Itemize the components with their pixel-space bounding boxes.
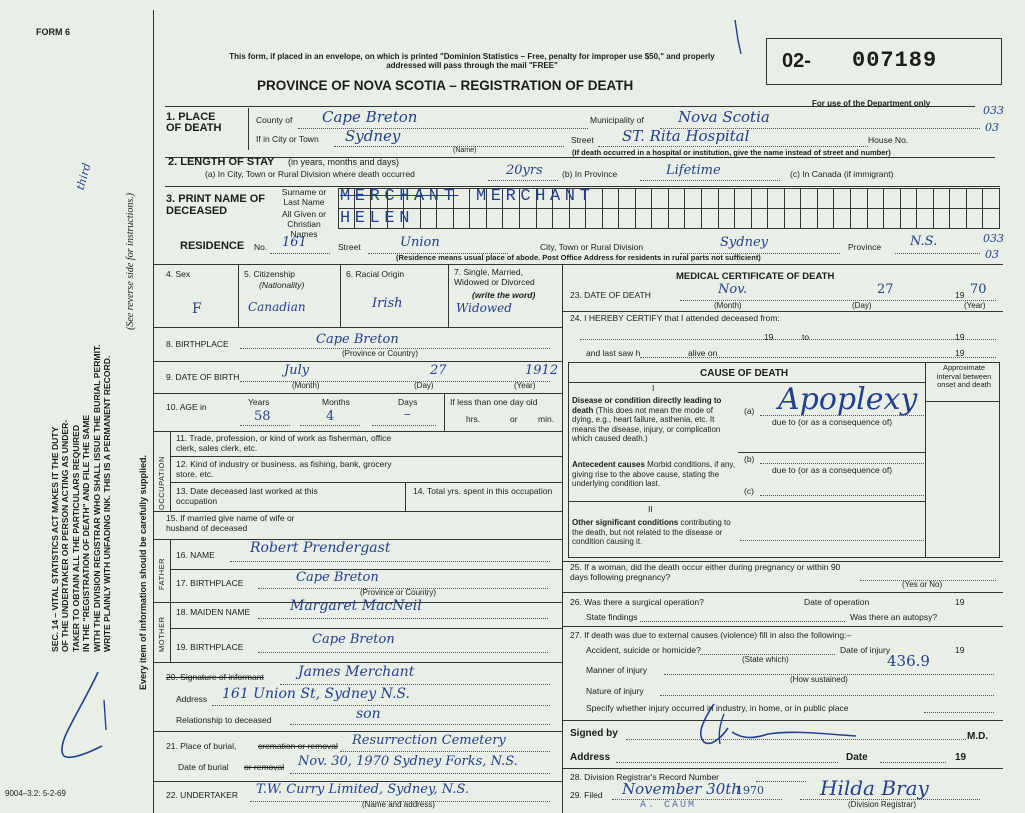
filed-date: November 30th — [622, 780, 741, 798]
spouse-label: 15. If married give name of wife or husband of deceased — [166, 513, 295, 533]
cause-a-value: Apoplexy — [778, 382, 918, 417]
stay-province-label: (b) In Province — [562, 169, 618, 179]
mother-birthplace: Cape Breton — [312, 632, 395, 647]
attended-from-year: 19 — [764, 332, 774, 342]
nature-label: Nature of injury — [586, 686, 644, 696]
yes-no-caption: (Yes or No) — [902, 580, 943, 589]
dob-label: 9. DATE OF BIRTH — [166, 372, 240, 382]
filed-year: 1970 — [736, 784, 764, 797]
due-to-1: due to (or as a consequence of) — [772, 417, 893, 427]
signed-date-label: Date — [846, 752, 868, 763]
residence-street: Union — [400, 235, 440, 250]
residence-city-label: City, Town or Rural Division — [540, 242, 644, 252]
street-label: Street — [571, 135, 594, 145]
relationship-value: son — [356, 706, 381, 722]
other-conditions-label: Other significant conditions contributing to the death, but not related to the disease or condition causing it. — [572, 518, 731, 546]
death-year: 70 — [970, 282, 987, 297]
less-than-day-label: If less than one day old — [450, 397, 538, 407]
due-to-2: due to (or as a consequence of) — [772, 465, 893, 475]
father-birthplace: Cape Breton — [296, 570, 379, 585]
part-two-label: II — [648, 504, 653, 514]
margin-code-1: 033 — [983, 104, 1004, 117]
date-of-death-label: 23. DATE OF DEATH — [570, 290, 651, 300]
signed-by-label: Signed by — [570, 728, 618, 739]
death-year-prefix: 19 — [955, 290, 965, 300]
record-number-label: 28. Division Registrar's Record Number — [570, 772, 720, 782]
external-causes-label: 27. If death was due to external causes (violence) fill in also the following:– — [570, 630, 852, 640]
residence-no: 161 — [282, 235, 307, 250]
residence-note: (Residence means usual place of abode. Post Office Address for residents in rural parts not sufficient) — [396, 253, 761, 262]
residence-province: N.S. — [910, 234, 938, 249]
citizenship-value: Canadian — [248, 300, 306, 314]
months-value: 4 — [326, 409, 335, 424]
part-one-label: I — [652, 383, 655, 393]
municipality-label: Municipality of — [590, 115, 644, 125]
dob-day-caption: (Day) — [414, 381, 434, 390]
min-label: min. — [538, 414, 555, 424]
margin-code-4: 03 — [985, 248, 999, 261]
margin-code-3: 033 — [983, 232, 1004, 245]
state-which-caption: (State which) — [742, 655, 789, 664]
registrar-signature: Hilda Bray — [820, 776, 929, 800]
form-label: FORM 6 — [36, 27, 71, 37]
burial-place-label: 21. Place of burial, — [166, 741, 237, 751]
undertaker-label: 22. UNDERTAKER — [166, 790, 238, 800]
findings-label: State findings — [586, 612, 638, 622]
stay-canada-label: (c) In Canada (if immigrant) — [790, 169, 894, 179]
residence-province-label: Province — [848, 242, 882, 252]
mother-maiden: Margaret MacNeil — [290, 598, 422, 614]
relationship-label: Relationship to deceased — [176, 715, 272, 725]
struck-surname: MERCHANT — [340, 187, 459, 206]
city-value: Sydney — [345, 127, 401, 145]
dob-year: 1912 — [525, 363, 559, 378]
length-of-stay-label: 2. LENGTH OF STAY — [168, 156, 275, 168]
length-of-stay-sub: (in years, months and days) — [288, 157, 400, 167]
signed-year: 19 — [955, 752, 967, 763]
name-caption: (Name) — [453, 147, 477, 154]
injury-code: 436.9 — [887, 652, 930, 670]
deceased-name-label: 3. PRINT NAME OF DECEASED — [166, 193, 266, 217]
frame-left-border — [153, 10, 154, 813]
father-name-label: 16. NAME — [176, 550, 215, 560]
years-value: 58 — [254, 409, 271, 424]
surname-value: MERCHANT — [476, 187, 595, 206]
undertaker-caption: (Name and address) — [362, 800, 435, 809]
reverse-side-note: (See reverse side for instructions.) — [125, 192, 136, 330]
date-injury-label: Date of injury — [840, 645, 891, 655]
last-worked-label: 13. Date deceased last worked at this occupation — [176, 486, 318, 506]
or-label: or — [510, 414, 518, 424]
cause-c-marker: (c) — [744, 486, 754, 496]
sex-value: F — [192, 301, 202, 317]
manner-label: Manner of injury — [586, 665, 647, 675]
mail-note: This form, if placed in an envelope, on which is printed "Dominion Statistics – Free, penalty for improper use $50," and properly addressed will pass through the mail "FREE" — [229, 52, 715, 71]
age-label: 10. AGE in — [166, 402, 207, 412]
burial-struck-text: cremation or removal — [258, 741, 338, 751]
reg-number: 007189 — [852, 48, 938, 73]
cause-b-marker: (b) — [744, 454, 755, 464]
city-label: If in City or Town — [256, 134, 319, 144]
sex-label: 4. Sex — [166, 269, 191, 279]
dob-month-caption: (Month) — [292, 381, 320, 390]
street-value: ST. Rita Hospital — [622, 127, 750, 145]
death-month: Nov. — [718, 282, 748, 297]
birthplace-label: 8. BIRTHPLACE — [166, 339, 229, 349]
check-mark — [732, 18, 744, 58]
birthplace-caption: (Province or Country) — [342, 349, 419, 358]
house-no-label: House No. — [868, 135, 909, 145]
burial-date-struck: or removal — [244, 762, 285, 772]
burial-place: Resurrection Cemetery — [352, 733, 506, 748]
registrar-stamp: A. CAUM — [640, 800, 697, 811]
informant-label: 20. Signature of informant — [166, 672, 264, 682]
autopsy-label: Was there an autopsy? — [850, 612, 938, 622]
stay-city-value: 20yrs — [506, 163, 543, 178]
given-names-label: All Given or Christian Names — [282, 209, 326, 239]
filed-label: 29. Filed — [570, 790, 603, 800]
dept-use-note: For use of the Department only — [812, 99, 931, 108]
industry-label: 12. Kind of industry or business, as fishing, bank, grocery store, etc. — [176, 459, 392, 479]
date-operation-label: Date of operation — [804, 597, 870, 607]
death-year-caption: (Year) — [964, 301, 986, 310]
specify-label: Specify whether injury occurred in industry, in home, or in public place — [586, 703, 849, 713]
injury-year: 19 — [955, 645, 965, 655]
racial-origin-label: 6. Racial Origin — [346, 269, 405, 279]
dob-day: 27 — [430, 363, 447, 378]
dob-year-caption: (Year) — [514, 381, 536, 390]
birthplace-value: Cape Breton — [316, 332, 399, 347]
pregnancy-question: 25. If a woman, did the death occur either during pregnancy or within 90 days following pregnancy? — [570, 562, 841, 582]
disease-directly-label: Disease or condition directly leading to death (This does not mean the mode of dying, e.g., heart failure, asthenia, etc. It means the disease, injury, or complication which caused death.) — [572, 396, 722, 443]
place-of-death-label: 1. PLACE OF DEATH — [166, 111, 222, 134]
margin-note: third — [73, 161, 94, 192]
attended-to: to — [802, 332, 810, 342]
marital-sub: (write the word) — [472, 290, 536, 300]
years-label: Years — [248, 397, 270, 407]
given-names-value: HELEN — [340, 209, 415, 228]
dob-month: July — [284, 363, 310, 378]
accident-label: Accident, suicide or homicide? — [586, 645, 701, 655]
registrar-caption: (Division Registrar) — [848, 800, 917, 809]
surgery-question: 26. Was there a surgical operation? — [570, 597, 704, 607]
mother-maiden-label: 18. MAIDEN NAME — [176, 607, 251, 617]
residence-city: Sydney — [720, 235, 768, 250]
certify-label: 24. I HEREBY CERTIFY that I attended deceased from: — [570, 313, 780, 323]
days-value: – — [404, 407, 411, 422]
antecedent-label: Antecedent causes Morbid conditions, if any, giving rise to the above cause, stating the underlying condition last. — [572, 460, 736, 488]
citizenship-label: 5. Citizenship — [244, 269, 296, 279]
attended-to-year: 19 — [955, 332, 965, 342]
signed-address-label: Address — [570, 752, 611, 763]
father-birthplace-label: 17. BIRTHPLACE — [176, 578, 244, 588]
every-item-note: Every item of information should be carefully supplied. — [138, 454, 148, 690]
burial-date: Nov. 30, 1970 Sydney Forks, N.S. — [298, 754, 518, 769]
undertaker-value: T.W. Curry Limited, Sydney, N.S. — [256, 782, 470, 797]
hospital-note: (If death occurred in a hospital or institution, give the name instead of street and number) — [572, 148, 891, 157]
residence-label: RESIDENCE — [180, 240, 245, 252]
surname-label: Surname or Last Name — [281, 187, 327, 207]
form-title: PROVINCE OF NOVA SCOTIA – REGISTRATION OF DEATH — [257, 78, 634, 93]
father-name: Robert Prendergast — [250, 540, 391, 556]
father-birthplace-caption: (Province or Country) — [360, 588, 437, 597]
alive-on-year: 19 — [955, 348, 965, 358]
municipality-value: Nova Scotia — [678, 108, 770, 126]
total-years-label: 14. Total yrs. spent in this occupation — [413, 486, 553, 496]
how-sustained-caption: (How sustained) — [790, 675, 848, 684]
trade-label: 11. Trade, profession, or kind of work as fisherman, office clerk, sales clerk, etc. — [176, 433, 392, 453]
residence-no-label: No. — [254, 242, 268, 252]
racial-origin-value: Irish — [372, 296, 403, 311]
stay-city-label: (a) In City, Town or Rural Division where death occurred — [205, 169, 415, 179]
cause-of-death-title: CAUSE OF DEATH — [700, 368, 789, 379]
residence-street-label: Street — [338, 242, 361, 252]
side-instructions: SEC. 14 – VITAL STATISTICS ACT MAKES IT THE DUTY OF THE UNDERTAKER OR PERSON ACTING AS UNDER- TAKER TO OBTAIN ALL THE PARTICULARS REQUIRED IN THE "REGISTRATION OF DEATH" AND FILE THE SAME WITH THE DIVISION REGISTRAR WHO SHALL ISSUE THE BURIAL PERMIT. WRITE PLAINLY WITH UNFADING INK. THIS IS A PERMANENT RECORD. — [50, 344, 113, 652]
occupation-side-label: OCCUPATION — [157, 456, 166, 510]
operation-year: 19 — [955, 597, 965, 607]
days-label: Days — [398, 397, 418, 407]
death-month-caption: (Month) — [714, 301, 742, 310]
margin-initials-mark — [30, 660, 140, 770]
county-label: County of — [256, 115, 293, 125]
margin-code-2: 03 — [985, 121, 999, 134]
stay-province-value: Lifetime — [666, 163, 721, 178]
death-day-caption: (Day) — [852, 301, 872, 310]
informant-signature: James Merchant — [298, 664, 415, 680]
last-saw-label: and last saw h — [586, 348, 641, 358]
cause-a-marker: (a) — [744, 406, 755, 416]
interval-header: Approximate interval between onset and death — [936, 363, 992, 390]
marital-label: 7. Single, Married, Widowed or Divorced — [454, 267, 535, 287]
column-divider — [562, 264, 563, 813]
physician-signature — [684, 694, 864, 754]
father-side-label: FATHER — [157, 557, 166, 590]
informant-address-label: Address — [176, 694, 208, 704]
burial-date-label: Date of burial — [178, 762, 229, 772]
reg-prefix: 02- — [782, 50, 811, 72]
md-label: M.D. — [967, 731, 989, 742]
mother-side-label: MOTHER — [157, 616, 166, 652]
hrs-label: hrs. — [466, 414, 481, 424]
informant-address: 161 Union St, Sydney N.S. — [222, 686, 410, 702]
county-value: Cape Breton — [322, 108, 418, 126]
citizenship-sub: (Nationality) — [259, 280, 305, 290]
form-code: 9004–3.2: 5-2-69 — [5, 789, 66, 798]
medical-certificate-title: MEDICAL CERTIFICATE OF DEATH — [676, 271, 835, 282]
marital-value: Widowed — [456, 301, 512, 315]
alive-on-label: alive on — [688, 348, 718, 358]
death-day: 27 — [877, 282, 894, 297]
months-label: Months — [322, 397, 350, 407]
mother-birthplace-label: 19. BIRTHPLACE — [176, 642, 244, 652]
